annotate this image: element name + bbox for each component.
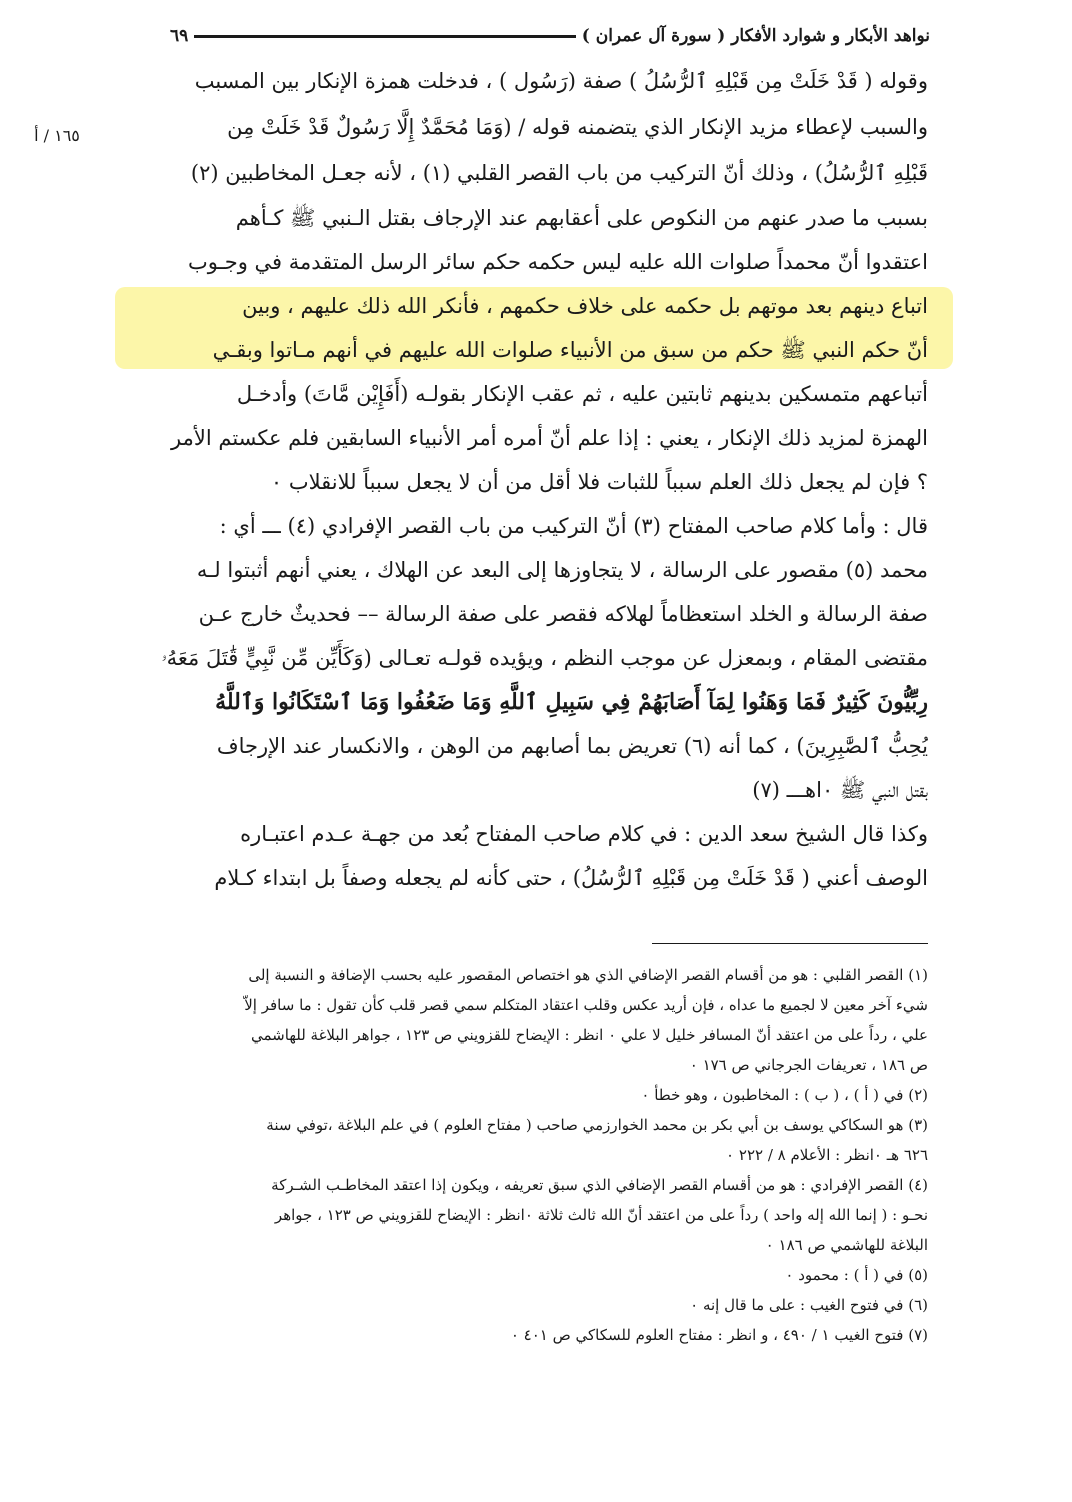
text-line: صفة الرسالة و الخلد استعظاماً لهلاكه فقصر على صفة الرسالة –– فحديثٌ خارج عـن — [198, 602, 928, 626]
footnote-line: (٣) هو السكاكي يوسف بن أبي بكر بن محمد الخوارزمي صاحب ( مفتاح العلوم ) في علم البلاغة ،توفي سنة — [266, 1116, 928, 1134]
page-number: ٦٩ — [170, 26, 189, 46]
footnote-separator — [652, 943, 928, 944]
text-line: محمد (٥) مقصور على الرسالة ، لا يتجاوزها إلى البعد عن الهلاك ، يعني أنهم أثبتوا لـه — [196, 558, 928, 582]
footnote-line: ٦٢٦ هـ ٠انظر : الأعلام ٨ / ٢٢٢ ٠ — [726, 1146, 928, 1164]
text-line-highlighted: أنّ حكم النبي ﷺ حكم من سبق من الأنبياء صلوات الله عليهم في أنهم مـاتوا وبقـي — [212, 338, 928, 362]
text-line: الوصف أعني ( قَدْ خَلَتْ مِن قَبْلِهِ ٱلرُّسُلُ) ، حتى كأنه لم يجعله وصفاً بل ابتداء كـلام — [214, 866, 928, 890]
book-title: نواهد الأبكار و شوارد الأفكار ( سورة آل عمران ) — [581, 26, 930, 46]
footnote-line: (١) القصر القلبي : هو من أقسام القصر الإضافي الذي هو اختصاص المقصور عليه بحسب الإضافة و النسبة إلى — [248, 966, 928, 984]
header-rule — [194, 35, 575, 38]
text-line: وكذا قال الشيخ سعد الدين : في كلام صاحب المفتاح بُعد من جهـة عـدم اعتبـاره — [240, 822, 928, 846]
footnotes — [128, 960, 928, 1350]
main-text — [128, 58, 928, 900]
text-line: والسبب لإعطاء مزيد الإنكار الذي يتضمنه قوله / (وَمَا مُحَمَّدٌ إِلَّا رَسُولٌ قَدْ خَلَتْ مِن — [227, 115, 928, 139]
text-line: اتباع دينهم بعد موتهم بل حكمه على خلاف حكمهم ، فأنكر الله ذلك عليهم ، وبين — [242, 294, 928, 318]
text-line: أتباعهم متمسكين بدينهم ثابتين عليه ، ثم عقب الإنكار بقولـه (أَفَإِيْن مَّاتَ) وأدخـل — [236, 382, 928, 406]
footnote-line: البلاغة للهاشمي ص ١٨٦ ٠ — [765, 1236, 928, 1254]
footnote-line: (٥) في ( أ ) : محمود ٠ — [785, 1266, 928, 1284]
text-line: قَبْلِهِ ٱلرُّسُلُ) ، وذلك أنّ التركيب من باب القصر القلبي (١) ، لأنه جعـل المخاطبين (٢) — [190, 161, 928, 185]
text-line: اعتقدوا أنّ محمداً صلوات الله عليه ليس حكمه حكم سائر الرسل المتقدمة في وجـوب — [187, 250, 928, 274]
text-line-quran: رِبِّيُّونَ كَثِيرٌ فَمَا وَهَنُوا لِمَآ أَصَابَهُمْ فِي سَبِيلِ ٱللَّهِ وَمَا ضَعُفُوا وَمَا ٱسْتَكَانُوا وَٱللَّهُ — [215, 689, 928, 715]
footnote-line: علي ، رداً على من اعتقد أنّ المسافر خليل لا علي ٠ انظر : الإيضاح للقزويني ص ١٢٣ ، جواهر البلاغة للهاشمي — [251, 1026, 928, 1044]
footnote-line: شيء آخر معين لا لجميع ما عداه ، فإن أريد عكس وقلب اعتقاد المتكلم سمي قصر قلب كأن تقول : ما سافر إلاّ — [244, 996, 928, 1014]
text-line: وقوله ( قَدْ خَلَتْ مِن قَبْلِهِ ٱلرُّسُلُ ) صفة (رَسُول ) ، فدخلت همزة الإنكار بين المسبب — [194, 69, 928, 93]
text-line: ؟ فإن لم يجعل ذلك العلم سبباً للثبات فلا أقل من أن لا يجعل سبباً للانقلاب ٠ — [270, 470, 928, 494]
text-line: بسبب ما صدر عنهم من النكوص على أعقابهم عند الإرجاف بقتل الـنبي ﷺ كـأهم — [235, 206, 928, 230]
footnote-line: ص ١٨٦ ، تعريفات الجرجاني ص ١٧٦ ٠ — [689, 1056, 928, 1074]
text-line: الهمزة لمزيد ذلك الإنكار ، يعني : إذا علم أنّ أمره أمر الأنبياء السابقين فلم عكستم الأمر — [171, 426, 928, 450]
footnote-line: نحـو : ( إنما الله إله واحد ) رداً على من اعتقد أنّ الله ثالث ثلاثة ٠انظر : الإيضاح للقزويني ص ١٢٣ ، جواهر — [274, 1206, 928, 1224]
footnote-line: (٤) القصر الإفرادي : هو من أقسام القصر الإضافي الذي سبق تعريفه ، ويكون إذا اعتقد المخاطـب الشـركة — [271, 1176, 928, 1194]
running-header — [170, 22, 930, 50]
text-line: مقتضى المقام ، وبمعزل عن موجب النظم ، ويؤيده قولـه تعـالى (وَكَأَيِّن مِّن نَّبِيٍّ قَٰتَلَ مَعَهُۥ — [161, 646, 928, 670]
footnote-line: (٢) في ( أ ) ، ( ب ) : المخاطبون ، وهو خطأ ٠ — [641, 1086, 928, 1104]
text-line: يُحِبُّ ٱلصَّٰبِرِينَ) ، كما أنه (٦) تعريض بما أصابهم من الوهن ، والانكسار عند الإرجاف — [216, 734, 928, 758]
text-line: بقتل النبي ﷺ ٠اهـــ (٧) — [752, 778, 928, 802]
text-line: قال : وأما كلام صاحب المفتاح (٣) أنّ التركيب من باب القصر الإفرادي (٤) ـــ أي : — [219, 514, 928, 538]
footnote-line: (٧) فتوح الغيب ١ / ٤٩٠ ، و انظر : مفتاح العلوم للسكاكي ص ٤٠١ ٠ — [510, 1326, 928, 1344]
manuscript-folio-note: ١٦٥ / أ — [34, 126, 80, 145]
footnote-line: (٦) في فتوح الغيب : على ما قال إنه ٠ — [690, 1296, 928, 1314]
